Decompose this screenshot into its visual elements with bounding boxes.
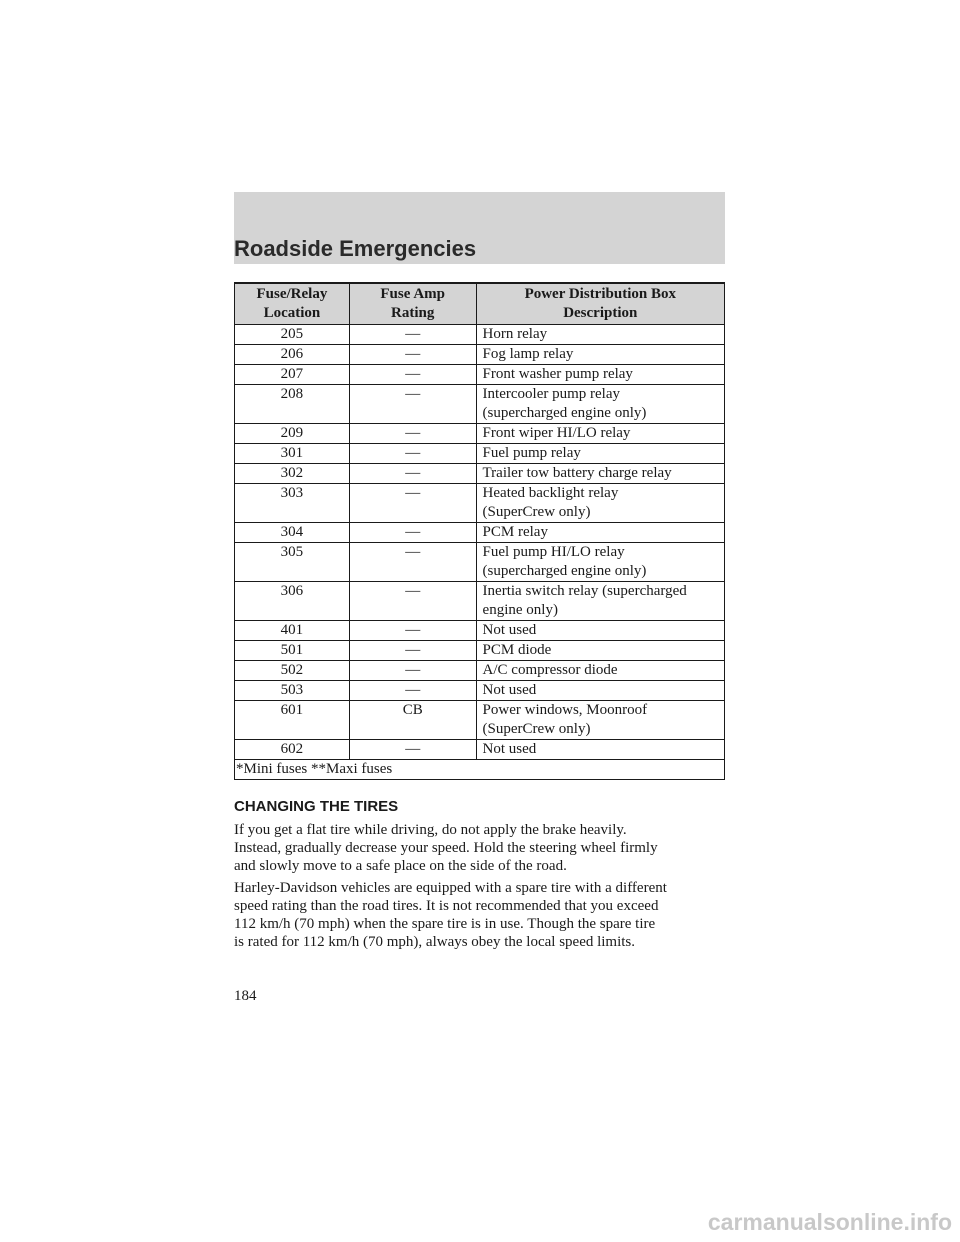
- table-row: [235, 543, 725, 582]
- table-row: [235, 345, 725, 365]
- cell-location: 209: [235, 424, 350, 444]
- table-footnote: *Mini fuses **Maxi fuses: [235, 760, 725, 780]
- cell-amp-rating: —: [349, 345, 476, 365]
- cell-description: [476, 740, 724, 760]
- cell-amp-rating: —: [349, 385, 476, 424]
- cell-amp-rating: —: [349, 325, 476, 345]
- column-header-amp: [349, 283, 476, 325]
- cell-amp-rating: —: [349, 543, 476, 582]
- watermark-text[interactable]: carmanualsonline.info: [707, 1209, 952, 1235]
- table-row: [235, 701, 725, 740]
- cell-description-line1: PCM diode: [482, 642, 552, 658]
- cell-amp-rating: —: [349, 484, 476, 523]
- cell-description: [476, 543, 724, 582]
- table-body: [235, 325, 725, 760]
- column-header-amp-line2: Rating: [391, 305, 435, 321]
- cell-description-line2: (SuperCrew only): [482, 504, 591, 520]
- section-header-band: [234, 192, 725, 264]
- cell-amp-rating: —: [349, 621, 476, 641]
- table-row: [235, 464, 725, 484]
- cell-amp-rating: —: [349, 740, 476, 760]
- cell-location: 302: [235, 464, 350, 484]
- cell-description: [476, 523, 724, 543]
- table-row: [235, 444, 725, 464]
- paragraph-line: If you get a flat tire while driving, do not apply the brake heavily.: [234, 822, 627, 838]
- cell-description-line1: Not used: [482, 741, 537, 757]
- paragraph-line: and slowly move to a safe place on the side of the road.: [234, 858, 567, 874]
- column-header-location: [235, 283, 350, 325]
- cell-amp-rating: —: [349, 444, 476, 464]
- cell-location: 501: [235, 641, 350, 661]
- section-header-title: Roadside Emergencies: [234, 236, 477, 261]
- cell-description: [476, 365, 724, 385]
- paragraph-line: is rated for 112 km/h (70 mph), always obey the local speed limits.: [234, 934, 636, 950]
- cell-description-line1: Heated backlight relay: [482, 485, 619, 501]
- cell-description-line1: A/C compressor diode: [482, 662, 618, 678]
- cell-description-line1: Fog lamp relay: [482, 346, 574, 362]
- cell-description: [476, 641, 724, 661]
- cell-description-line2: (SuperCrew only): [482, 721, 591, 737]
- cell-description-line1: Fuel pump HI/LO relay: [482, 544, 625, 560]
- cell-description: [476, 444, 724, 464]
- cell-location: 601: [235, 701, 350, 740]
- paragraph-spare-tire: [234, 879, 734, 951]
- cell-amp-rating: —: [349, 641, 476, 661]
- cell-amp-rating: —: [349, 424, 476, 444]
- cell-description-line1: Front washer pump relay: [482, 366, 633, 382]
- paragraph-line: 112 km/h (70 mph) when the spare tire is in use. Though the spare tire: [234, 916, 656, 932]
- cell-location: 306: [235, 582, 350, 621]
- cell-location: 503: [235, 681, 350, 701]
- cell-location: 206: [235, 345, 350, 365]
- paragraph-line: Instead, gradually decrease your speed. Hold the steering wheel firmly: [234, 840, 658, 856]
- cell-description-line1: Trailer tow battery charge relay: [482, 465, 672, 481]
- table-row: [235, 365, 725, 385]
- cell-description: [476, 582, 724, 621]
- cell-description: [476, 681, 724, 701]
- table-row: [235, 385, 725, 424]
- table-row: [235, 424, 725, 444]
- cell-description-line1: Inertia switch relay (supercharged: [482, 583, 687, 599]
- cell-description-line1: PCM relay: [482, 524, 548, 540]
- cell-description: [476, 385, 724, 424]
- paragraph-line: speed rating than the road tires. It is not recommended that you exceed: [234, 898, 659, 914]
- cell-description-line1: Front wiper HI/LO relay: [482, 425, 631, 441]
- column-header-description: [476, 283, 724, 325]
- table-row: [235, 325, 725, 345]
- cell-location: 502: [235, 661, 350, 681]
- cell-amp-rating: —: [349, 661, 476, 681]
- cell-description-line2: engine only): [482, 602, 558, 618]
- column-header-description-line1: Power Distribution Box: [524, 286, 676, 302]
- cell-description-line1: Horn relay: [482, 326, 548, 342]
- column-header-location-line1: Fuse/Relay: [256, 286, 328, 302]
- cell-description-line1: Fuel pump relay: [482, 445, 581, 461]
- cell-location: 305: [235, 543, 350, 582]
- column-header-description-line2: Description: [563, 305, 638, 321]
- cell-description-line2: (supercharged engine only): [482, 563, 647, 579]
- cell-description: [476, 701, 724, 740]
- cell-location: 205: [235, 325, 350, 345]
- cell-location: 207: [235, 365, 350, 385]
- page-number: 184: [234, 988, 257, 1004]
- cell-description: [476, 345, 724, 365]
- cell-location: 304: [235, 523, 350, 543]
- table-row: [235, 641, 725, 661]
- cell-description: [476, 484, 724, 523]
- cell-description-line1: Power windows, Moonroof: [482, 702, 648, 718]
- cell-amp-rating: —: [349, 523, 476, 543]
- cell-location: 602: [235, 740, 350, 760]
- paragraph-line: Harley-Davidson vehicles are equipped with a spare tire with a different: [234, 880, 667, 896]
- cell-amp-rating: —: [349, 582, 476, 621]
- changing-tires-heading: CHANGING THE TIRES: [234, 798, 399, 815]
- cell-amp-rating: —: [349, 681, 476, 701]
- column-header-amp-line1: Fuse Amp: [380, 286, 445, 302]
- cell-location: 208: [235, 385, 350, 424]
- cell-amp-rating: CB: [349, 701, 476, 740]
- table-header-row: [235, 283, 725, 325]
- cell-amp-rating: —: [349, 464, 476, 484]
- cell-description-line1: Not used: [482, 622, 537, 638]
- table-row: [235, 582, 725, 621]
- column-header-location-line2: Location: [263, 305, 321, 321]
- cell-description: [476, 464, 724, 484]
- table-footnote-row: [235, 760, 725, 780]
- table-row: [235, 661, 725, 681]
- cell-description-line1: Intercooler pump relay: [482, 386, 620, 402]
- cell-location: 401: [235, 621, 350, 641]
- table-row: [235, 681, 725, 701]
- table-row: [235, 740, 725, 760]
- cell-description: [476, 325, 724, 345]
- table-row: [235, 621, 725, 641]
- cell-description: [476, 424, 724, 444]
- cell-location: 301: [235, 444, 350, 464]
- table-row: [235, 484, 725, 523]
- cell-description: [476, 661, 724, 681]
- cell-description-line2: (supercharged engine only): [482, 405, 647, 421]
- table-row: [235, 523, 725, 543]
- cell-description: [476, 621, 724, 641]
- cell-description-line1: Not used: [482, 682, 537, 698]
- fuse-relay-table: [234, 282, 725, 780]
- cell-amp-rating: —: [349, 365, 476, 385]
- cell-location: 303: [235, 484, 350, 523]
- paragraph-flat-tire: [234, 821, 734, 875]
